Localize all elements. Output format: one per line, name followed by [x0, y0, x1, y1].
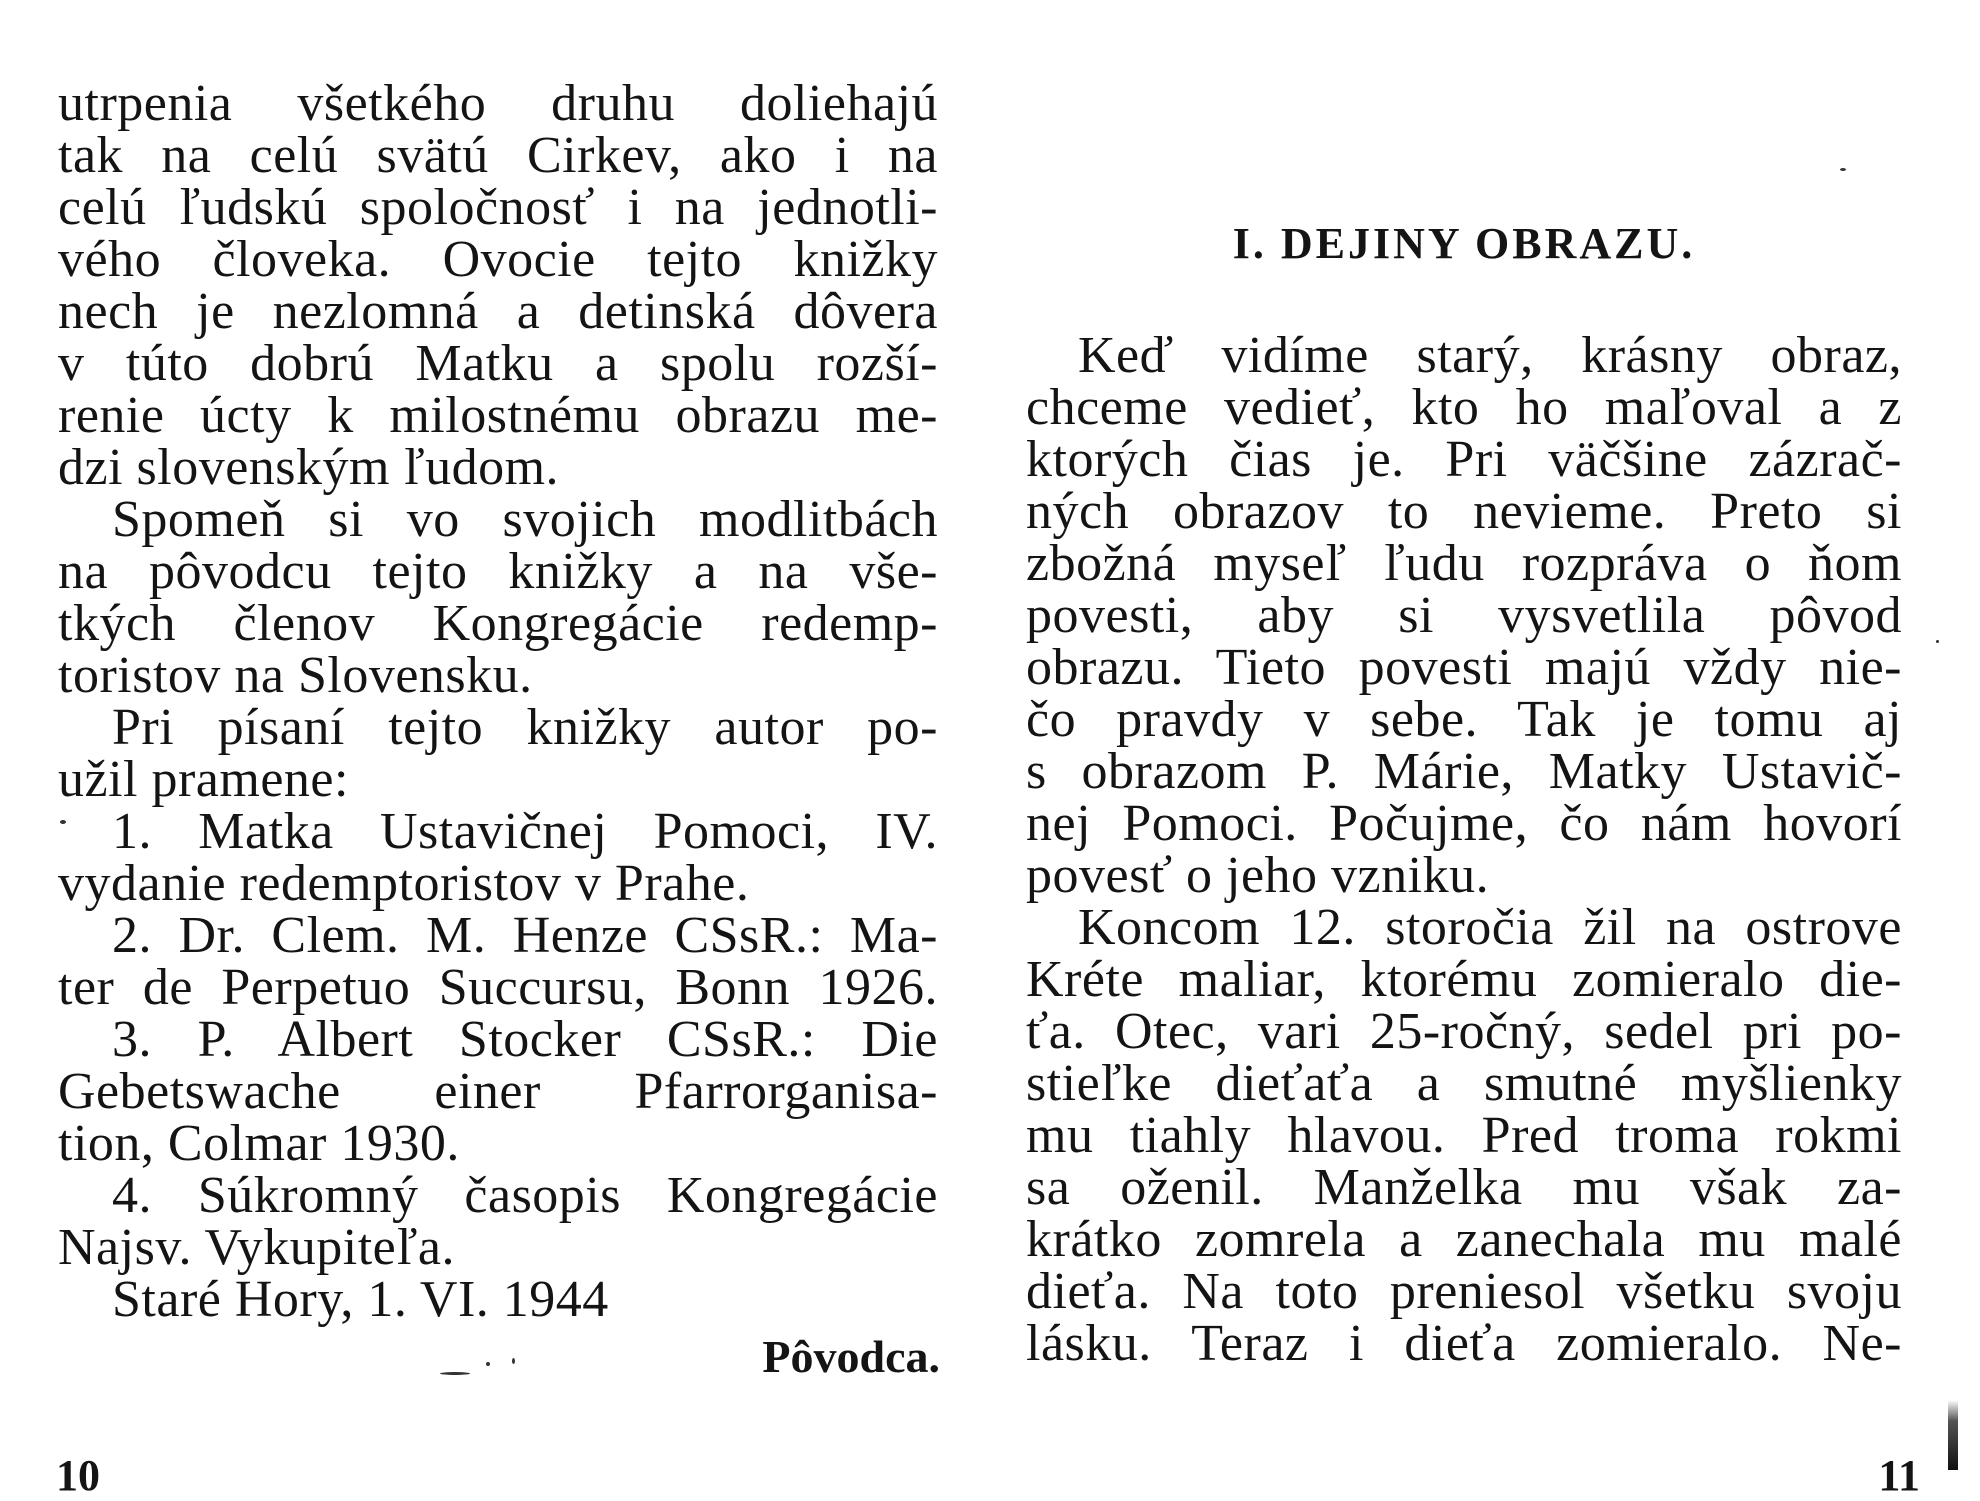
- right-line: sa oženil. Manželka mu však za-: [1026, 1159, 1902, 1216]
- chapter-heading: I. DEJINY OBRAZU.: [1232, 219, 1696, 268]
- left-line: tion, Colmar 1930.: [58, 1115, 460, 1172]
- left-line: nech je nezlomná a detinská dôvera: [58, 283, 938, 340]
- left-line: 3. P. Albert Stocker CSsR.: Die: [112, 1011, 938, 1068]
- print-smudge: [1936, 640, 1939, 643]
- left-line: tak na celú svätú Cirkev, ako i na: [58, 127, 938, 184]
- right-line: Keď vidíme starý, krásny obraz,: [1078, 327, 1902, 384]
- right-line: krátko zomrela a zanechala mu malé: [1026, 1211, 1902, 1268]
- right-line: chceme vedieť, kto ho maľoval a z: [1026, 379, 1902, 436]
- right-line: povesti, aby si vysvetlila pôvod: [1026, 587, 1902, 644]
- right-line: lásku. Teraz i dieťa zomieralo. Ne-: [1026, 1315, 1902, 1372]
- print-smudge: [440, 1372, 470, 1375]
- place-date-line: Staré Hory, 1. VI. 1944: [112, 1271, 609, 1328]
- right-line: nej Pomoci. Počujme, čo nám hovorí: [1026, 795, 1902, 852]
- page-edge-mark: [1948, 1400, 1958, 1470]
- left-line: Gebetswache einer Pfarrorganisa-: [58, 1063, 938, 1120]
- left-line: Najsv. Vykupiteľa.: [58, 1219, 455, 1276]
- right-line: mu tiahly hlavou. Pred troma rokmi: [1026, 1107, 1902, 1164]
- right-line: obrazu. Tieto povesti majú vždy nie-: [1026, 639, 1902, 696]
- left-line: ter de Perpetuo Succursu, Bonn 1926.: [58, 959, 938, 1016]
- left-line: Spomeň si vo svojich modlitbách: [112, 491, 938, 548]
- right-line: zbožná myseľ ľudu rozpráva o ňom: [1026, 535, 1902, 592]
- left-line: renie úcty k milostnému obrazu me-: [58, 387, 938, 444]
- print-smudge: [486, 1362, 490, 1366]
- right-line: Kréte maliar, ktorému zomieralo die-: [1026, 951, 1902, 1008]
- page-number: 11: [1878, 1451, 1920, 1500]
- left-line: v túto dobrú Matku a spolu rozší-: [58, 335, 938, 392]
- right-line: s obrazom P. Márie, Matky Ustavič-: [1026, 743, 1902, 800]
- author-signature: Pôvodca.: [762, 1331, 940, 1382]
- print-smudge: [512, 1358, 515, 1364]
- print-smudge: [1840, 168, 1846, 171]
- left-line: na pôvodcu tejto knižky a na vše-: [58, 543, 938, 600]
- right-line: ných obrazov to nevieme. Preto si: [1026, 483, 1902, 540]
- left-line: dzi slovenským ľudom.: [58, 439, 560, 496]
- print-smudge: [60, 820, 66, 824]
- left-line: 1. Matka Ustavičnej Pomoci, IV.: [112, 803, 938, 860]
- left-line: vého človeka. Ovocie tejto knižky: [58, 231, 938, 288]
- right-page: [990, 0, 1980, 1500]
- right-line: Koncom 12. storočia žil na ostrove: [1078, 899, 1902, 956]
- right-line: stieľke dieťaťa a smutné myšlienky: [1026, 1055, 1902, 1112]
- left-line: tkých členov Kongregácie redemp-: [58, 595, 938, 652]
- left-line: toristov na Slovensku.: [58, 647, 533, 704]
- left-line: 4. Súkromný časopis Kongregácie: [112, 1167, 938, 1224]
- left-line: Pri písaní tejto knižky autor po-: [112, 699, 938, 756]
- left-line: vydanie redemptoristov v Prahe.: [58, 855, 750, 912]
- right-line: ktorých čias je. Pri väčšine zázrač-: [1026, 431, 1902, 488]
- left-line: užil pramene:: [58, 751, 349, 808]
- right-line: dieťa. Na toto preniesol všetku svoju: [1026, 1263, 1902, 1320]
- left-line: 2. Dr. Clem. M. Henze CSsR.: Ma-: [112, 907, 938, 964]
- left-line: utrpenia všetkého druhu doliehajú: [58, 75, 938, 132]
- right-line: povesť o jeho vzniku.: [1026, 847, 1490, 904]
- page-number: 10: [56, 1451, 100, 1500]
- right-line: ťa. Otec, vari 25-ročný, sedel pri po-: [1026, 1003, 1902, 1060]
- left-page: [0, 0, 990, 1500]
- right-line: čo pravdy v sebe. Tak je tomu aj: [1026, 691, 1902, 748]
- left-line: celú ľudskú spoločnosť i na jednotli-: [58, 179, 938, 236]
